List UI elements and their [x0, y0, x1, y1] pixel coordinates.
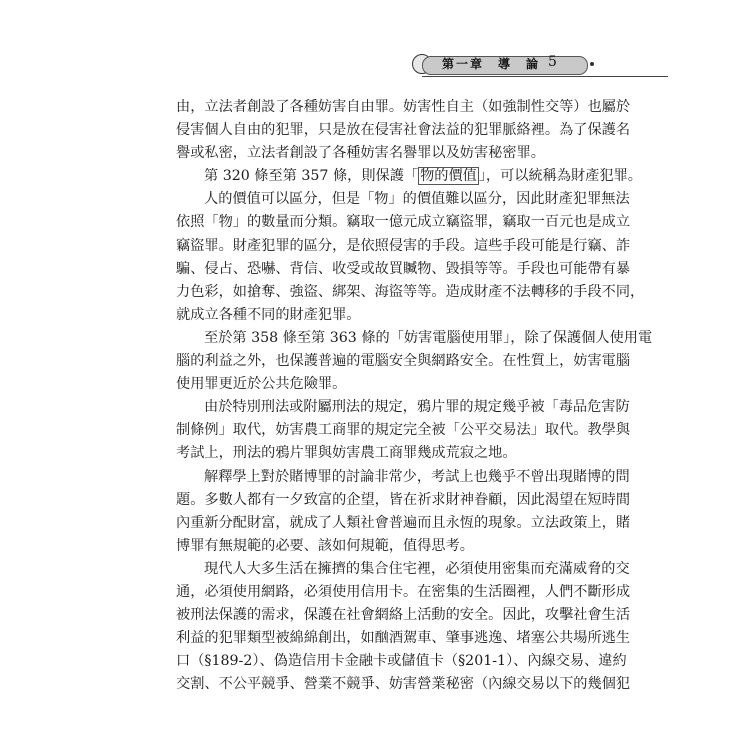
header-dot-ornament: [590, 62, 594, 66]
text-line: 人的價值可以區分，但是「物」的價值難以區分，因此財產犯罪無法: [204, 191, 630, 208]
text-segment: 」，可以統稱為財產犯罪。: [478, 168, 642, 185]
body-text: [176, 96, 653, 696]
text-line: 交割、不公平競爭、營業不競爭、妨害營業秘密（內線交易以下的幾個犯: [176, 676, 631, 693]
text-line: 竊盜罪。財產犯罪的區分，是依照侵害的手段。這些手段可能是行竊、詐: [176, 237, 631, 254]
text-line: 被刑法保護的需求，保護在社會網絡上活動的安全。因此，攻擊社會生活: [176, 607, 631, 624]
page-number: 5: [548, 54, 557, 70]
text-line: 博罪有無規範的必要、該如何規範，值得思考。: [176, 537, 474, 554]
text-line: 依照「物」的數量而分類。竊取一億元成立竊盜罪，竊取一百元也是成立: [176, 214, 631, 231]
text-line: [176, 165, 642, 188]
text-line: 騙、侵占、恐嚇、背信、收受或故買贓物、毀損等等。手段也可能帶有暴: [176, 260, 631, 277]
text-line: 由於特別刑法或附屬刑法的規定，鴉片罪的規定幾乎被「毒品危害防: [204, 399, 630, 416]
text-line: 考試上，刑法的鴉片罪與妨害農工商罪幾成荒寂之地。: [176, 445, 517, 462]
text-line: 解釋學上對於賭博罪的討論非常少，考試上也幾乎不曾出現賭博的問: [204, 468, 630, 485]
text-line: 題。多數人都有一夕致富的企望，皆在祈求財神眷顧，因此渴望在短時間: [176, 491, 631, 508]
text-line: 至於第 358 條至第 363 條的「妨害電腦使用罪」，除了保護個人使用電: [204, 329, 653, 346]
text-line: 力色彩，如搶奪、強盜、綁架、海盜等等。造成財產不法轉移的手段不同，: [176, 283, 645, 300]
text-segment: 第 320 條至第 357 條，則保護「: [204, 168, 419, 185]
text-line: 使用罪更近於公共危險罪。: [176, 376, 347, 393]
running-header: [412, 52, 674, 78]
chapter-title: 第一章 導 論: [442, 57, 541, 71]
text-line: 口（§189-2）、偽造信用卡金融卡或儲值卡（§201-1）、內線交易、違約: [176, 653, 627, 670]
text-line: 譽或私密，立法者創設了各種妨害名譽罪以及妨害秘密罪。: [176, 145, 545, 162]
boxed-term: 物的價值: [420, 168, 477, 185]
text-line: 侵害個人自由的犯罪，只是放在侵害社會法益的犯罪脈絡裡。為了保護名: [176, 122, 631, 139]
text-line: 制條例」取代，妨害農工商罪的規定完全被「公平交易法」取代。教學與: [176, 422, 631, 439]
text-line: 腦的利益之外，也保護普遍的電腦安全與網路安全。在性質上，妨害電腦: [176, 353, 631, 370]
text-line: 通，必須使用網路，必須使用信用卡。在密集的生活圈裡，人們不斷形成: [176, 583, 631, 600]
text-line: 內重新分配財富，就成了人類社會普遍而且永恆的現象。立法政策上，賭: [176, 514, 631, 531]
text-line: 利益的犯罪類型被綿綿創出，如酗酒駕車、肇事逃逸、堵塞公共場所逃生: [176, 630, 631, 647]
text-line: 由，立法者創設了各種妨害自由罪。妨害性自主（如強制性交等）也屬於: [176, 99, 631, 115]
text-line: 就成立各種不同的財產犯罪。: [176, 306, 361, 323]
header-rule: [422, 76, 668, 77]
text-line: 現代人大多生活在擁擠的集合住宅裡，必須使用密集而充滿威脅的交: [204, 560, 630, 577]
